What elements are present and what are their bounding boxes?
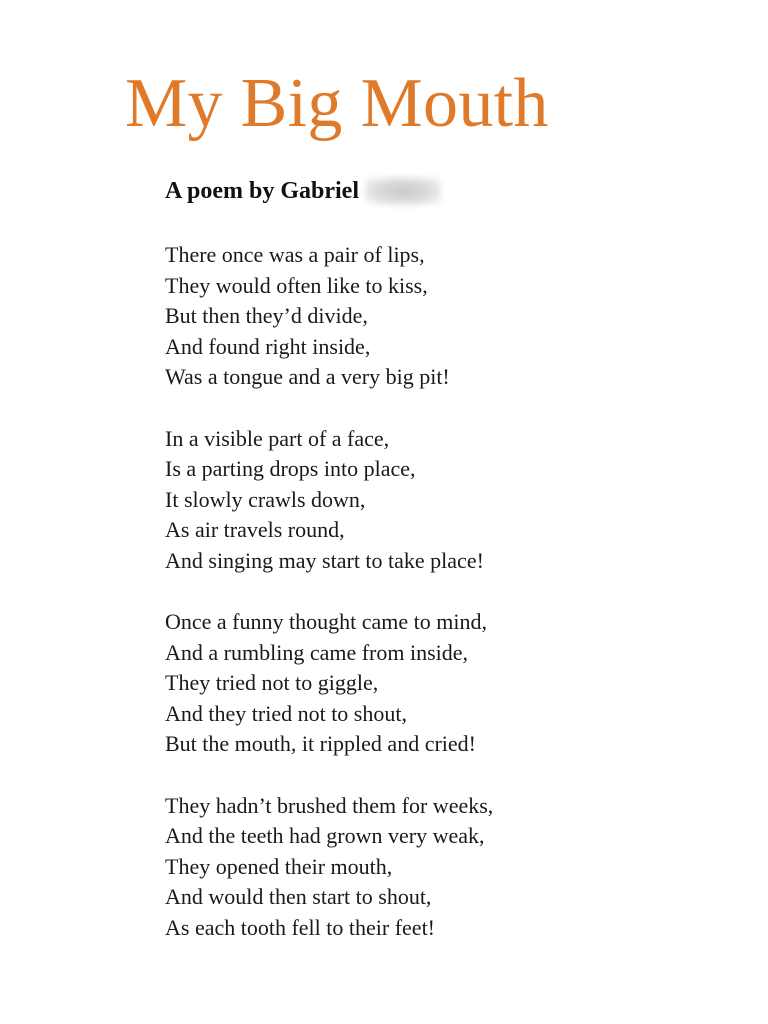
stanza	[165, 791, 725, 944]
poem-line: Is a parting drops into place,	[165, 456, 416, 481]
poem-line: And would then start to shout,	[165, 884, 432, 909]
poem-line: But the mouth, it rippled and cried!	[165, 731, 476, 756]
poem-line: And a rumbling came from inside,	[165, 639, 469, 665]
poem-line: It slowly crawls down,	[165, 486, 366, 512]
byline-text: A poem by Gabriel	[165, 178, 360, 204]
stanza	[165, 240, 725, 393]
poem-line: There once was a pair of lips,	[165, 242, 425, 267]
stanza	[165, 424, 725, 577]
poem-line: As each tooth fell to their feet!	[165, 914, 436, 940]
poem-line: As air travels round,	[165, 517, 345, 542]
poem-line: They hadn’t brushed them for weeks,	[165, 792, 494, 818]
poem-line: Was a tongue and a very big pit!	[165, 364, 450, 389]
poem-title: My Big Mouth	[125, 65, 549, 142]
redacted-surname-blur	[365, 177, 441, 205]
poem-line: They would often like to kiss,	[165, 272, 428, 298]
poem-line: But then they’d divide,	[165, 303, 368, 328]
stanza	[165, 607, 725, 760]
poem-line: And found right inside,	[165, 333, 371, 359]
poem-body	[165, 240, 725, 974]
poem-line: And they tried not to shout,	[165, 700, 407, 726]
poem-byline	[165, 175, 441, 207]
poem-line: They tried not to giggle,	[165, 670, 379, 695]
poem-line: And the teeth had grown very weak,	[165, 823, 485, 848]
poem-line: Once a funny thought came to mind,	[165, 609, 487, 634]
poem-line: In a visible part of a face,	[165, 425, 390, 451]
poem-line: And singing may start to take place!	[165, 547, 484, 573]
poem-line: They opened their mouth,	[165, 853, 393, 879]
